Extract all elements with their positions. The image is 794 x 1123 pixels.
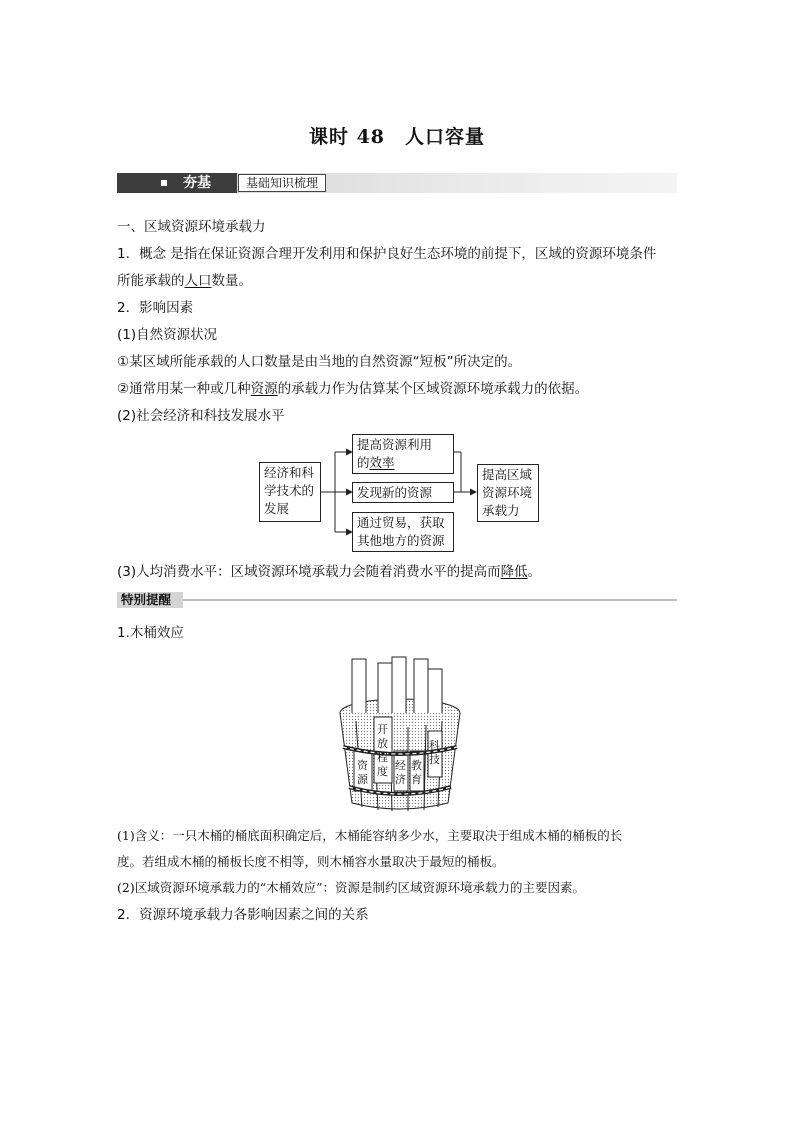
consumption-line xyxy=(117,562,541,582)
factors-heading: 2．影响因素 xyxy=(117,300,194,316)
flow-source-line: 学技术的 xyxy=(264,483,315,498)
special-note-label: 特别提醒 xyxy=(117,592,183,608)
natural-heading: (1)自然资源状况 xyxy=(117,327,218,343)
page-title: 课时 48 人口容量 xyxy=(308,126,486,148)
section-heading: 一、区域资源环境承载力 xyxy=(117,219,266,235)
concept-line-1: 1．概念 是指在保证资源合理开发利用和保护良好生态环境的前提下，区域的资源环境条件 xyxy=(117,246,657,262)
natural-2-text-end: 的承载力作为估算某个区域资源环境承载力的依据。 xyxy=(277,381,589,397)
flow-trade-box xyxy=(352,512,454,552)
flow-efficiency-box xyxy=(352,434,454,474)
barrel-regional-line: (2)区域资源环境承载力的“木桶效应”：资源是制约区域资源环境承载力的主要因素。 xyxy=(117,880,585,895)
barrel-stave-label: 源 xyxy=(357,773,368,786)
flow-target-line: 承载力 xyxy=(482,503,520,518)
barrel-stave-label: 技 xyxy=(429,753,440,766)
barrel-stave-label: 科 xyxy=(429,739,440,752)
flow-source-box xyxy=(259,462,321,522)
barrel-stave-label: 资 xyxy=(357,759,368,772)
flow-source-line: 经济和科 xyxy=(264,465,315,480)
barrel-stave-label: 放 xyxy=(377,737,388,750)
concept-text: 所能承载的 xyxy=(117,273,185,289)
concept-text-end: 数量。 xyxy=(211,273,252,289)
social-heading: (2)社会经济和科技发展水平 xyxy=(117,408,285,424)
banner-tag: 基础知识梳理 xyxy=(238,174,326,192)
square-bullet-icon xyxy=(161,180,167,186)
flow-efficiency-line xyxy=(357,454,449,472)
relationship-heading: 2．资源环境承载力各影响因素之间的关系 xyxy=(117,907,369,923)
wooden-barrel-illustration xyxy=(330,655,470,815)
banner-main-label: 夯基 xyxy=(183,175,211,191)
natural-2-text: ②通常用某一种或几种 xyxy=(117,381,251,397)
flow-efficiency-line: 提高资源利用 xyxy=(357,437,433,452)
flow-trade-line: 其他地方的资源 xyxy=(357,533,445,548)
concept-answer: 人口 xyxy=(184,273,212,289)
concept-line-2 xyxy=(117,271,252,291)
flow-trade-line: 通过贸易，获取 xyxy=(357,515,445,530)
natural-point-1: ①某区域所能承载的人口数量是由当地的自然资源“短板”所决定的。 xyxy=(117,354,522,370)
barrel-stave-label: 经 xyxy=(395,759,406,772)
consumption-answer: 降低 xyxy=(500,564,528,580)
barrel-meaning-line-2: 度。若组成木桶的桶板长度不相等，则木桶容水量取决于最短的桶板。 xyxy=(117,854,505,869)
flow-new-resource-box: 发现新的资源 xyxy=(352,482,454,503)
consumption-text: (3)人均消费水平：区域资源环境承载力会随着消费水平的提高而 xyxy=(117,564,501,580)
barrel-stave-label: 育 xyxy=(411,773,422,786)
banner-main xyxy=(117,173,237,193)
barrel-stave-label: 济 xyxy=(395,773,406,786)
consumption-text-end: 。 xyxy=(527,564,542,580)
barrel-stave-label: 度 xyxy=(377,765,388,778)
flowchart xyxy=(255,432,545,554)
barrel-effect-heading: 1.木桶效应 xyxy=(117,625,184,641)
flow-target-line: 资源环境 xyxy=(482,485,533,500)
barrel-meaning-line-1: (1)含义：一只木桶的桶底面积确定后，木桶能容纳多少水，主要取决于组成木桶的桶板的长 xyxy=(117,828,623,843)
section-banner xyxy=(117,173,677,193)
special-note-rule xyxy=(183,599,677,601)
flow-efficiency-text: 的 xyxy=(357,455,370,470)
natural-2-answer: 资源 xyxy=(250,381,278,397)
special-note-bar xyxy=(117,592,677,608)
flow-source-line: 发展 xyxy=(264,501,290,516)
flow-target-line: 提高区域 xyxy=(482,467,533,482)
flow-target-box xyxy=(477,464,539,522)
flow-efficiency-answer: 效率 xyxy=(369,455,395,470)
natural-point-2 xyxy=(117,379,588,399)
barrel-stave-label: 程 xyxy=(377,751,388,764)
barrel-stave-label: 开 xyxy=(377,723,388,736)
barrel-stave-label: 教 xyxy=(411,759,422,772)
